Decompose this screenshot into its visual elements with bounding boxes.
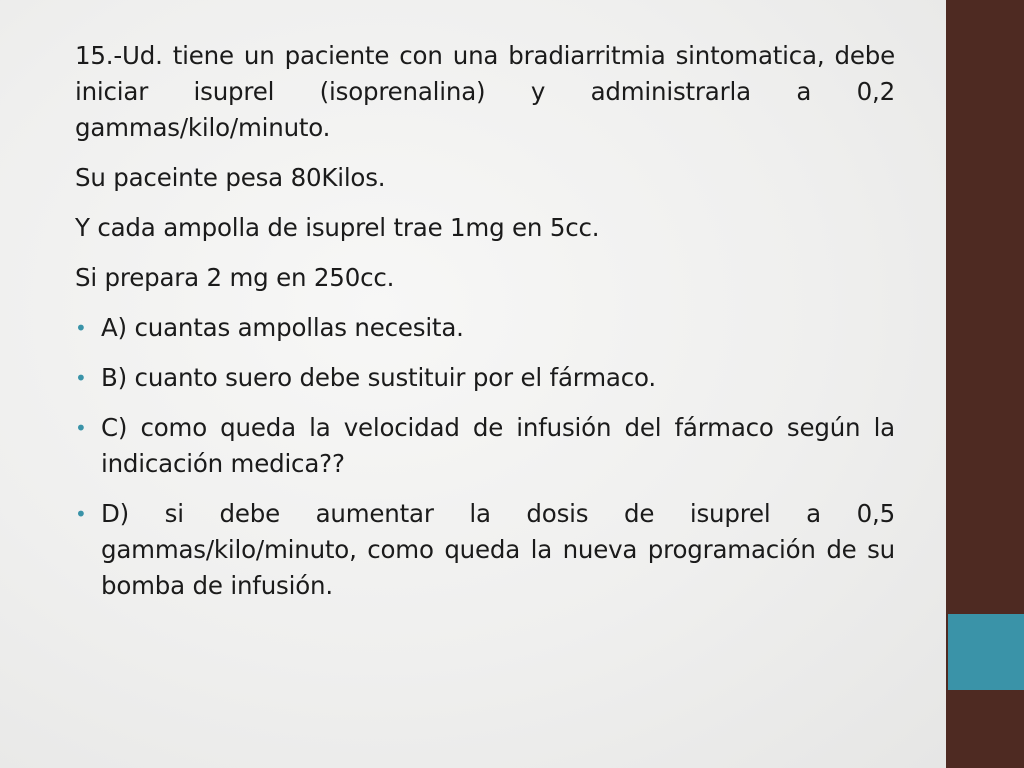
- question-list: [75, 310, 895, 604]
- ampoule-content-line: Y cada ampolla de isuprel trae 1mg en 5cc.: [75, 213, 600, 242]
- question-a-text: A) cuantas ampollas necesita.: [101, 313, 464, 342]
- question-a: [75, 310, 895, 346]
- preparation-line: Si prepara 2 mg en 250cc.: [75, 263, 395, 292]
- question-c-text: C) como queda la velocidad de infusión del fármaco según la indicación medica??: [101, 413, 895, 478]
- question-d-text: D) si debe aumentar la dosis de isuprel a 0,5 gammas/kilo/minuto, como queda la nueva programación de su bomba de infusión.: [101, 499, 895, 600]
- bullet-icon: •: [75, 502, 87, 526]
- bullet-icon: •: [75, 316, 87, 340]
- bullet-icon: •: [75, 366, 87, 390]
- patient-weight-line: Su paceinte pesa 80Kilos.: [75, 163, 386, 192]
- question-b: [75, 360, 895, 396]
- question-c: [75, 410, 895, 482]
- question-d: [75, 496, 895, 604]
- problem-statement: 15.-Ud. tiene un paciente con una bradiarritmia sintomatica, debe iniciar isuprel (isoprenalina) y administrarla a 0,2 gammas/kilo/minuto.: [75, 41, 895, 142]
- slide-content: [75, 38, 895, 618]
- question-b-text: B) cuanto suero debe sustituir por el fármaco.: [101, 363, 656, 392]
- bullet-icon: •: [75, 416, 87, 440]
- sidebar-accent-square: [948, 614, 1024, 690]
